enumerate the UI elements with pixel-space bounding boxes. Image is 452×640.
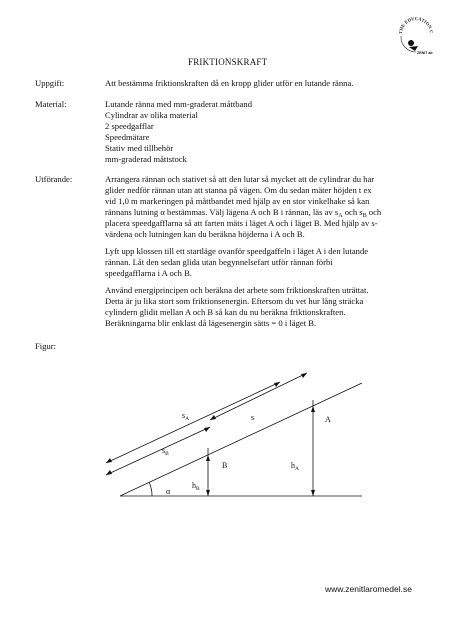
label-h-a: $h_A$ [291,461,299,472]
zenit-logo [396,16,436,58]
material-item: mm-graderad måttstock [105,154,187,164]
label-s-b: $s_B$ [162,446,169,457]
utforande-line: Lyft upp klossen till ett startläge ovanför speedgaffeln i läget A i den lutande [105,246,369,256]
utforande-line: cylindern glidit mellan A och B så kan du nu beräkna friktionskraften. [105,307,346,317]
material-item: Lutande ränna med mm-graderat måttband [105,99,252,109]
material-item: Cylindrar av olika material [105,110,198,120]
s-a-arrow [106,382,280,463]
footer-url[interactable]: www.zenitlaromedel.se [325,584,412,594]
s-b-arrow [106,427,210,475]
utforande-line: placera speedgafflarna så att farten mäts i läget A och i läget B. Med hjälp av s- [105,218,378,228]
arrowhead [204,427,210,432]
label-s-a: $s_A$ [182,411,190,422]
uppgift-text: Att bestämma friktionskraften då en kropp glider utför en lutande ränna. [105,78,354,88]
angle-arc [149,482,152,496]
arrowhead [106,458,112,463]
utforande-line: Beräkningarna blir enklast då lägesenergin sätts = 0 i läget B. [105,318,317,328]
svg-text:ZENIT ab: ZENIT ab [417,51,433,55]
label-material: Material: [35,99,67,109]
material-item: Speedmätare [105,132,150,142]
subscript-a: A [338,213,343,219]
arrowhead [106,470,112,475]
utforande-line: värdena och lutningen kan du beräkna höjderna i A och B. [105,229,305,239]
subscript-b: B [362,213,367,219]
svg-text:THE EDUCATION CENTRE OF SWEDEN: THE EDUCATION C [397,16,435,35]
s-arrow [210,373,307,420]
utforande-line: rännan. Låt den sedan glida utan begynnelsefart utför rännan förbi [105,257,333,267]
label-point-b: B [222,461,228,470]
arrowhead [301,373,307,378]
label-uppgift: Uppgift: [35,78,65,88]
utforande-line: Arrangera rännan och stativet så att den lutar så mycket att de cylindrar du har [105,174,375,184]
utforande-line: vid 1,0 m markeringen på måttbandet med hjälp av en stor vinkelhake så kan [105,196,370,206]
utforande-line [105,207,381,218]
label-point-a: A [325,415,331,424]
utforande-text: och s [342,207,363,217]
utforande-line: glider nedför rännan utan att stanna på vägen. Om du sedan mäter höjden t ex [105,185,372,195]
incline-figure [100,360,370,510]
arrowhead [210,415,216,420]
utforande-line: Detta är ju lika stort som friktionsenergin. Eftersom du vet hur lång sträcka [105,296,364,306]
label-h-b: $h_B$ [192,481,200,492]
utforande-line: speedgafflarna i A och B. [105,268,192,278]
material-item: 2 speedgafflar [105,121,154,131]
arrowhead [311,490,315,496]
label-s: s [251,413,255,422]
label-figur: Figur: [35,341,57,351]
arrowhead [206,490,210,496]
material-item: Stativ med tillbehör [105,143,174,153]
utforande-line: Använd energiprincipen och beräkna det arbete som friktionskraften uträttat. [105,285,369,295]
label-alpha: α [166,487,171,496]
utforande-text: rännans lutning α bestämmas. Välj lägena A och B i rännan, läs av s [105,207,339,217]
utforande-text: och [366,207,382,217]
page-title: FRIKTIONSKRAFT [188,57,268,67]
label-utforande: Utförande: [35,174,73,184]
